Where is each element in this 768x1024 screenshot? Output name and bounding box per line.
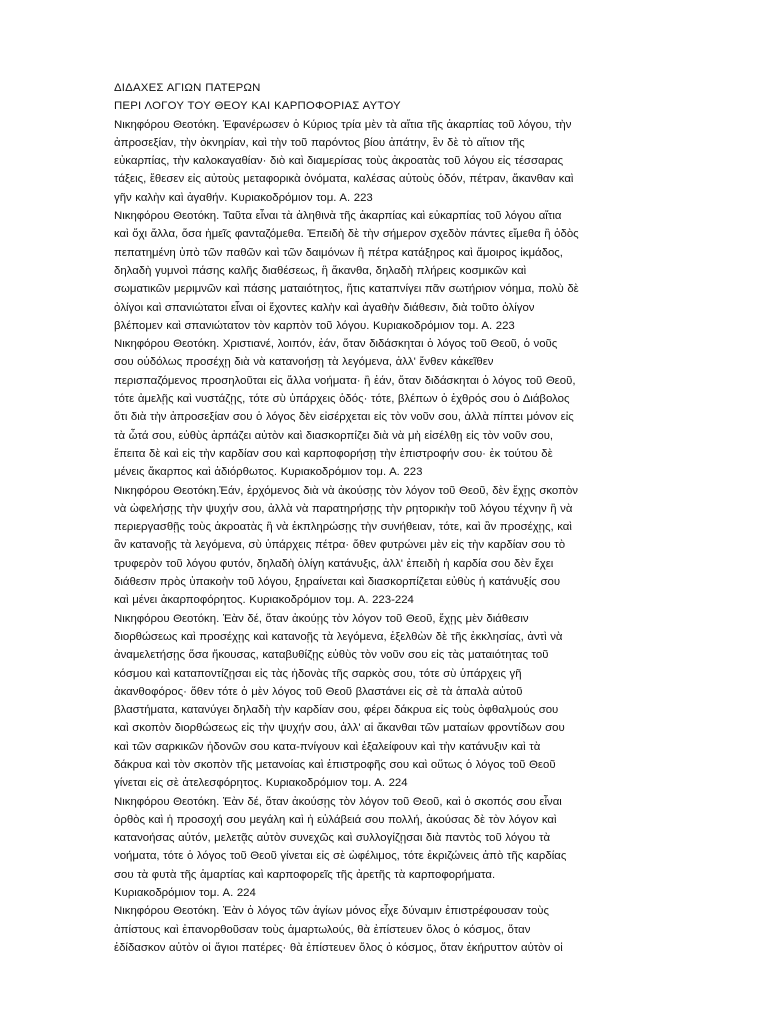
text-line: Νικηφόρου Θεοτόκη. Ταῦτα εἶναι τὰ ἀληθινὰ τῆς ἀκαρπίας καὶ εὐκαρπίας τοῦ λόγου αἴτια — [114, 210, 562, 223]
text-line: ἂν κατανοῇς τὰ λεγόμενα, σὺ ὑπάρχεις πέτρα· ὅθεν φυτρώνει μὲν εἰς τὴν καρδίαν σου τὸ — [114, 539, 566, 552]
document-title: ΔΙΔΑΧΕΣ ΑΓΙΩΝ ΠΑΤΕΡΩΝ — [114, 82, 261, 94]
text-line: καὶ μένει ἀκαρποφόρητος. Κυριακοδρόμιον τομ. Α. 223-224 — [114, 594, 414, 607]
text-line: δηλαδὴ γυμνοὶ πάσης καλῆς διαθέσεως, ἢ ἄκανθα, δηλαδὴ πλήρεις κοσμικῶν καὶ — [114, 264, 527, 277]
text-line: Νικηφόρου Θεοτόκη.Ἐάν, ἐρχόμενος διὰ νὰ ἀκούσῃς τὸν λόγον τοῦ Θεοῦ, δὲν ἔχῃς σκοπὸν — [114, 484, 578, 497]
quote-entry — [114, 482, 657, 610]
text-line: ἀναμελετήσῃς ὅσα ἤκουσας, καταβυθίζῃς εὐθὺς τὸν νοῦν σου εἰς τὰς ματαιότητας τοῦ — [114, 649, 549, 662]
quote-entry — [114, 902, 657, 957]
document-page — [114, 79, 657, 957]
text-line: περιεργασθῇς τοὺς ἀκροατὰς ἢ νὰ ἐκπληρώσῃς τὴν συνήθειαν, τότε, καὶ ἂν προσέχῃς, καὶ — [114, 521, 572, 534]
text-line: μένεις ἄκαρπος καὶ ἀδιόρθωτος. Κυριακοδρόμιον τομ. Α. 223 — [114, 466, 423, 479]
text-line: ἐδίδασκον αὐτὸν οἱ ἅγιοι πατέρες· θὰ ἐπίστευεν ὅλος ὁ κόσμος, ὅταν ἐκήρυττον αὐτὸν οἱ — [114, 941, 563, 954]
text-line: καὶ ὄχι ἄλλα, ὅσα ἡμεῖς φανταζόμεθα. Ἐπειδὴ δὲ τὴν σήμερον σχεδὸν πάντες εἴμεθα ἢ ὁδὸς — [114, 228, 579, 241]
quote-entry — [114, 116, 657, 207]
text-line: βλέπομεν καὶ σπανιώτατον τὸν καρπὸν τοῦ λόγου. Κυριακοδρόμιον τομ. Α. 223 — [114, 319, 515, 332]
document-subtitle: ΠΕΡΙ ΛΟΓΟΥ ΤΟΥ ΘΕΟΥ ΚΑΙ ΚΑΡΠΟΦΟΡΙΑΣ ΑΥΤΟΥ — [114, 100, 401, 113]
quote-entry — [114, 207, 657, 335]
text-line: ὀρθὸς καὶ ἡ προσοχή σου μεγάλη καὶ ἡ εὐλάβειά σου πολλή, ἀκούσας δὲ τὸν λόγον καὶ — [114, 813, 557, 826]
text-line: πεπατημένη ὑπὸ τῶν παθῶν καὶ τῶν δαιμόνων ἢ πέτρα κατάξηρος καὶ ἄμοιρος ἰκμάδος, — [114, 246, 563, 259]
text-line: σου τὰ φυτὰ τῆς ἁμαρτίας καὶ καρποφορεῖς τῆς ἀρετῆς τὰ καρποφορήματα. — [114, 868, 496, 881]
quote-entry — [114, 793, 657, 903]
text-line: τρυφερὸν τοῦ λόγου φυτόν, δηλαδὴ ὀλίγη κατάνυξις, ἀλλ' ἐπειδὴ ἡ καρδία σου δὲν ἔχει — [114, 557, 554, 570]
text-line: καὶ τῶν σαρκικῶν ἡδονῶν σου κατα-πνίγουν καὶ ἐξαλείφουν καὶ τὴν κατάνυξιν καὶ τὰ — [114, 740, 541, 753]
entries-container — [114, 116, 657, 958]
text-line: Νικηφόρου Θεοτόκη. Ἐὰν δέ, ὅταν ἀκούσῃς τὸν λόγον τοῦ Θεοῦ, καὶ ὁ σκοπός σου εἶναι — [114, 795, 562, 808]
text-line: τότε ἀμελῇς καὶ νυστάζῃς, τότε σὺ ὑπάρχεις ὁδός· τότε, βλέπων ὁ ἐχθρός σου ὁ Διάβολος — [114, 393, 570, 406]
text-line: διάθεσιν πρὸς ὑπακοὴν τοῦ λόγου, ξηραίνεται καὶ διασκορπίζεται εὐθὺς ἡ κατάνυξίς σου — [114, 576, 561, 589]
text-line: Νικηφόρου Θεοτόκη. Χριστιανέ, λοιπόν, ἐάν, ὅταν διδάσκηται ὁ λόγος τοῦ Θεοῦ, ὁ νοῦς — [114, 338, 558, 351]
quote-entry — [114, 335, 657, 481]
text-line: Νικηφόρου Θεοτόκη. Ἐφανέρωσεν ὁ Κύριος τρία μὲν τὰ αἴτια τῆς ἀκαρπίας τοῦ λόγου, τὴν — [114, 118, 572, 131]
text-line: ὀλίγοι καὶ σπανιώτατοι εἶναι οἱ ἔχοντες καλὴν καὶ ἀγαθὴν διάθεσιν, διὰ τοῦτο ὀλίγον — [114, 301, 535, 314]
text-line: νοήματα, τότε ὁ λόγος τοῦ Θεοῦ γίνεται εἰς σὲ ὠφέλιμος, τότε ἐκριζώνεις ἀπὸ τῆς καρδίας — [114, 850, 567, 863]
quote-entry — [114, 610, 657, 793]
text-line: κόσμου καὶ καταποντίζῃσαι εἰς τὰς ἡδονὰς τῆς σαρκὸς σου, τότε σὺ ὑπάρχεις γῆ — [114, 667, 522, 680]
text-line: γῆν καλὴν καὶ ἀγαθήν. Κυριακοδρόμιον τομ. Α. 223 — [114, 191, 373, 204]
text-line: περισπαζόμενος προσηλοῦται εἰς ἄλλα νοήματα· ἢ ἐάν, ὅταν διδάσκηται ὁ λόγος τοῦ Θεοῦ, — [114, 374, 576, 387]
text-line: νὰ ὠφελήσῃς τὴν ψυχήν σου, ἀλλὰ νὰ παρατηρήσῃς τὴν ρητορικὴν τοῦ λόγου τέχνην ἢ νὰ — [114, 502, 573, 515]
text-line: εὐκαρπίας, τὴν καλοκαγαθίαν· διὸ καὶ διαμερίσας τοὺς ἀκροατὰς τοῦ λόγου εἰς τέσσαρας — [114, 155, 564, 168]
text-line: ἀπροσεξίαν, τὴν ὀκνηρίαν, καὶ τὴν τοῦ παρόντος βίου ἀπάτην, ἓν δὲ τὸ αἴτιον τῆς — [114, 136, 525, 149]
text-line: ἀκανθοφόρος· ὅθεν τότε ὁ μὲν λόγος τοῦ Θεοῦ βλαστάνει εἰς σὲ τὰ ἁπαλὰ αὐτοῦ — [114, 685, 523, 698]
text-line: Κυριακοδρόμιον τομ. Α. 224 — [114, 887, 256, 900]
text-line: Νικηφόρου Θεοτόκη. Ἐὰν δέ, ὅταν ἀκούῃς τὸν λόγον τοῦ Θεοῦ, ἔχῃς μὲν διάθεσιν — [114, 612, 529, 625]
text-line: ὅτι διὰ τὴν ἀπροσεξίαν σου ὁ λόγος δὲν εἰσέρχεται εἰς τὸν νοῦν σου, ἀλλὰ πίπτει μόνον εἰς — [114, 411, 574, 424]
text-line: σωματικῶν μεριμνῶν καὶ πάσης ματαιότητος, ἥτις καταπνίγει πᾶν σωτήριον νόημα, πολὺ δὲ — [114, 283, 579, 296]
text-line: ἀπίστους καὶ ἐπανορθοῦσαν τοὺς ἁμαρτωλούς, θὰ ἐπίστευεν ὅλος ὁ κόσμος, ὅταν — [114, 923, 531, 936]
text-line: διορθώσεως καὶ προσέχῃς καὶ κατανοῇς τὰ λεγόμενα, ἐξελθὼν δὲ τῆς ἐκκλησίας, ἀντὶ νὰ — [114, 630, 563, 643]
text-line: τάξεις, ἔθεσεν εἰς αὐτοὺς μεταφορικὰ ὀνόματα, καλέσας αὐτοὺς ὁδόν, πέτραν, ἄκανθαν καὶ — [114, 173, 574, 186]
text-line: ἔπειτα δὲ καὶ εἰς τὴν καρδίαν σου καὶ καρποφορήσῃ τὴν ἐπιστροφήν σου· ἐκ τούτου δὲ — [114, 447, 553, 460]
text-line: βλαστήματα, κατανύγει δηλαδὴ τὴν καρδίαν σου, φέρει δάκρυα εἰς τοὺς ὀφθαλμούς σου — [114, 704, 559, 717]
text-line: σου οὐδόλως προσέχῃ διὰ νὰ κατανοήσῃ τὰ λεγόμενα, ἀλλ' ἔνθεν κἀκεῖθεν — [114, 356, 494, 369]
text-line: τὰ ὦτά σου, εὐθὺς ἁρπάζει αὐτὸν καὶ διασκορπίζει διὰ νὰ μὴ εἰσέλθῃ εἰς τὸν νοῦν σου, — [114, 429, 554, 442]
text-line: κατανοήσας αὐτόν, μελετᾷς αὐτὸν συνεχῶς καὶ συλλογίζῃσαι διὰ παντὸς τοῦ λόγου τὰ — [114, 832, 551, 845]
text-line: καὶ σκοπὸν διορθώσεως εἰς τὴν ψυχήν σου, ἀλλ' αἱ ἄκανθαι τῶν ματαίων φροντίδων σου — [114, 722, 565, 735]
text-line: δάκρυα καὶ τὸν σκοπὸν τῆς μετανοίας καὶ ἐπιστροφῆς σου καὶ οὕτως ὁ λόγος τοῦ Θεοῦ — [114, 758, 556, 771]
text-line: Νικηφόρου Θεοτόκη. Ἐὰν ὁ λόγος τῶν ἁγίων μόνος εἶχε δύναμιν ἐπιστρέφουσαν τοὺς — [114, 905, 550, 918]
text-line: γίνεται εἰς σὲ ἀτελεσφόρητος. Κυριακοδρόμιον τομ. Α. 224 — [114, 777, 408, 790]
